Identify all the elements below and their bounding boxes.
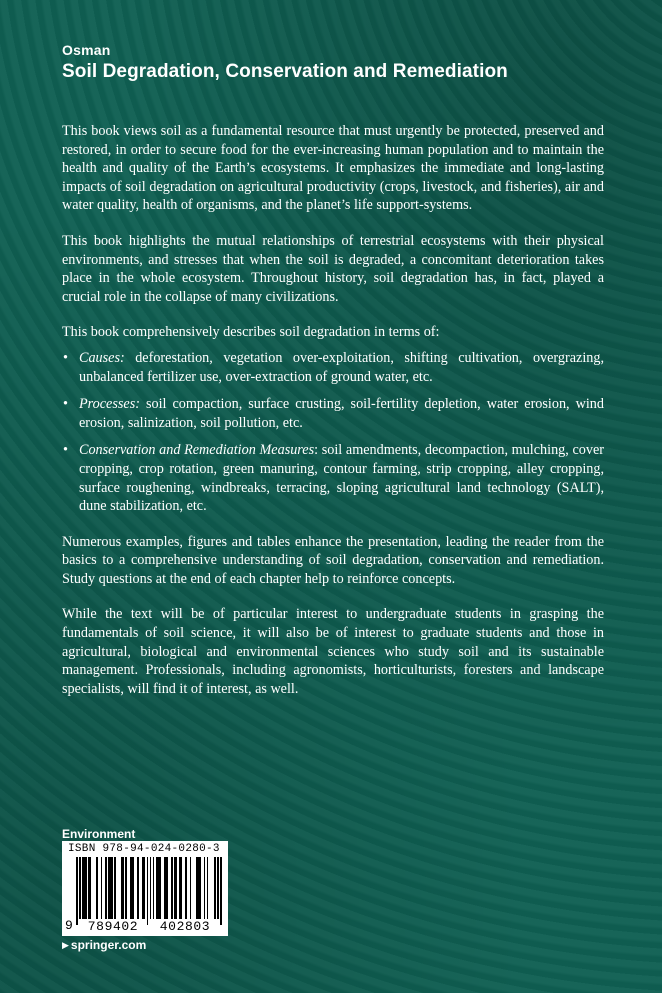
barcode-bar: [207, 857, 209, 919]
list-item-text: : soil amendments, decompaction, mulching, cover cropping, crop rotation, green manuring, contour farming, strip cropping, alley cropping, surface roughening, windbreaks, terracing, sloping agricultural land technology (SALT), dune stabilization, etc.: [79, 442, 604, 515]
arrow-right-icon: ▶: [62, 940, 69, 950]
barcode-bar: [159, 857, 161, 919]
barcode-bar: [181, 857, 183, 919]
blurb-paragraph-2: This book highlights the mutual relationships of terrestrial ecosystems with their physical environments, and stresses that when the soil is degraded, a concomitant deterioration takes place in the whole ecosystem. Throughout history, soil degradation has, in fact, played a crucial role in the collapse of many civilizations.: [62, 232, 604, 305]
barcode-bar: [153, 857, 155, 919]
list-item-text: deforestation, vegetation over-exploitation, shifting cultivation, overgrazing, unbalanced fertilizer use, over-extraction of ground water, etc.: [79, 349, 604, 385]
barcode-bar: [96, 857, 98, 919]
blurb-paragraph-1: This book views soil as a fundamental resource that must urgently be protected, preserved and restored, in order to secure food for the ever-increasing human population and to maintain the health and quality of the Earth’s ecosystems. It emphasizes the immediate and long-lasting impacts of soil degradation on agricultural productivity (crops, livestock, and fisheries), air and water quality, health of organisms, and the planet’s life support-systems.: [62, 123, 604, 214]
list-intro: This book comprehensively describes soil degradation in terms of:: [62, 324, 440, 341]
barcode-bar: [214, 857, 216, 919]
barcode-bar: [79, 857, 81, 925]
bullet-icon: •: [63, 349, 68, 366]
list-item: [62, 395, 604, 432]
barcode-bar: [171, 857, 173, 919]
barcode-bars: [76, 857, 222, 919]
list-item: [62, 441, 604, 515]
topics-list: [62, 349, 604, 516]
list-item-text: soil compaction, surface crusting, soil-fertility depletion, water erosion, wind erosion, salinization, soil pollution, etc.: [79, 396, 604, 431]
publisher-url: springer.com: [70, 938, 147, 952]
blurb-paragraph-4: While the text will be of particular interest to undergraduate students in grasping the fundamentals of soil science, it will also be of interest to graduate students and those in agricultural, biological and environmental sciences who study soil and its sustainable management. Professionals, including agronomists, horticulturists, foresters and landscape specialists, will find it of interest, as well.: [62, 606, 604, 697]
barcode-first-digit: 9: [65, 918, 73, 933]
barcode-bar: [137, 857, 139, 919]
barcode-bar: [185, 857, 187, 919]
barcode-bar: [220, 857, 222, 925]
barcode-bar: [133, 857, 135, 919]
barcode-bar: [167, 857, 169, 919]
barcode-bar: [105, 857, 107, 919]
barcode-bar: [114, 857, 116, 919]
barcode-bar: [199, 857, 201, 919]
barcode-bar: [150, 857, 152, 925]
barcode-bar: [90, 857, 92, 919]
bullet-icon: •: [63, 442, 68, 459]
list-item-term: Conservation and Remediation Measures: [79, 442, 315, 459]
barcode-bar: [76, 857, 78, 925]
bullet-icon: •: [63, 396, 68, 413]
book-title: Soil Degradation, Conservation and Remediation: [62, 61, 508, 82]
barcode-bar: [144, 857, 146, 919]
barcode-bar: [217, 857, 219, 925]
barcode-bar: [111, 857, 113, 919]
isbn-barcode: [62, 841, 228, 936]
author-name: Osman: [62, 42, 111, 58]
barcode-right-digits: 402803: [150, 919, 220, 934]
barcode-bar: [125, 857, 127, 919]
barcode-bar: [190, 857, 192, 919]
barcode-left-digits: 789402: [79, 919, 147, 934]
list-item-term: Causes:: [79, 349, 125, 366]
publisher-link[interactable]: [62, 938, 146, 952]
barcode-bar: [147, 857, 149, 925]
barcode-bar: [122, 857, 124, 919]
list-item-term: Processes:: [79, 396, 140, 413]
list-item: [62, 349, 604, 386]
barcode-bar: [101, 857, 103, 919]
isbn-label: ISBN 978-94-024-0280-3: [68, 843, 220, 855]
blurb-paragraph-3: Numerous examples, figures and tables enhance the presentation, leading the reader from the basics to a comprehensive understanding of soil degradation, conservation and remediation. Study questions at the end of each chapter help to reinforce concepts.: [62, 533, 604, 587]
barcode-bar: [204, 857, 206, 919]
subject-category: Environment: [62, 827, 136, 841]
blurb-body: [62, 122, 604, 715]
barcode-bar: [176, 857, 178, 919]
barcode-bar: [85, 857, 87, 919]
